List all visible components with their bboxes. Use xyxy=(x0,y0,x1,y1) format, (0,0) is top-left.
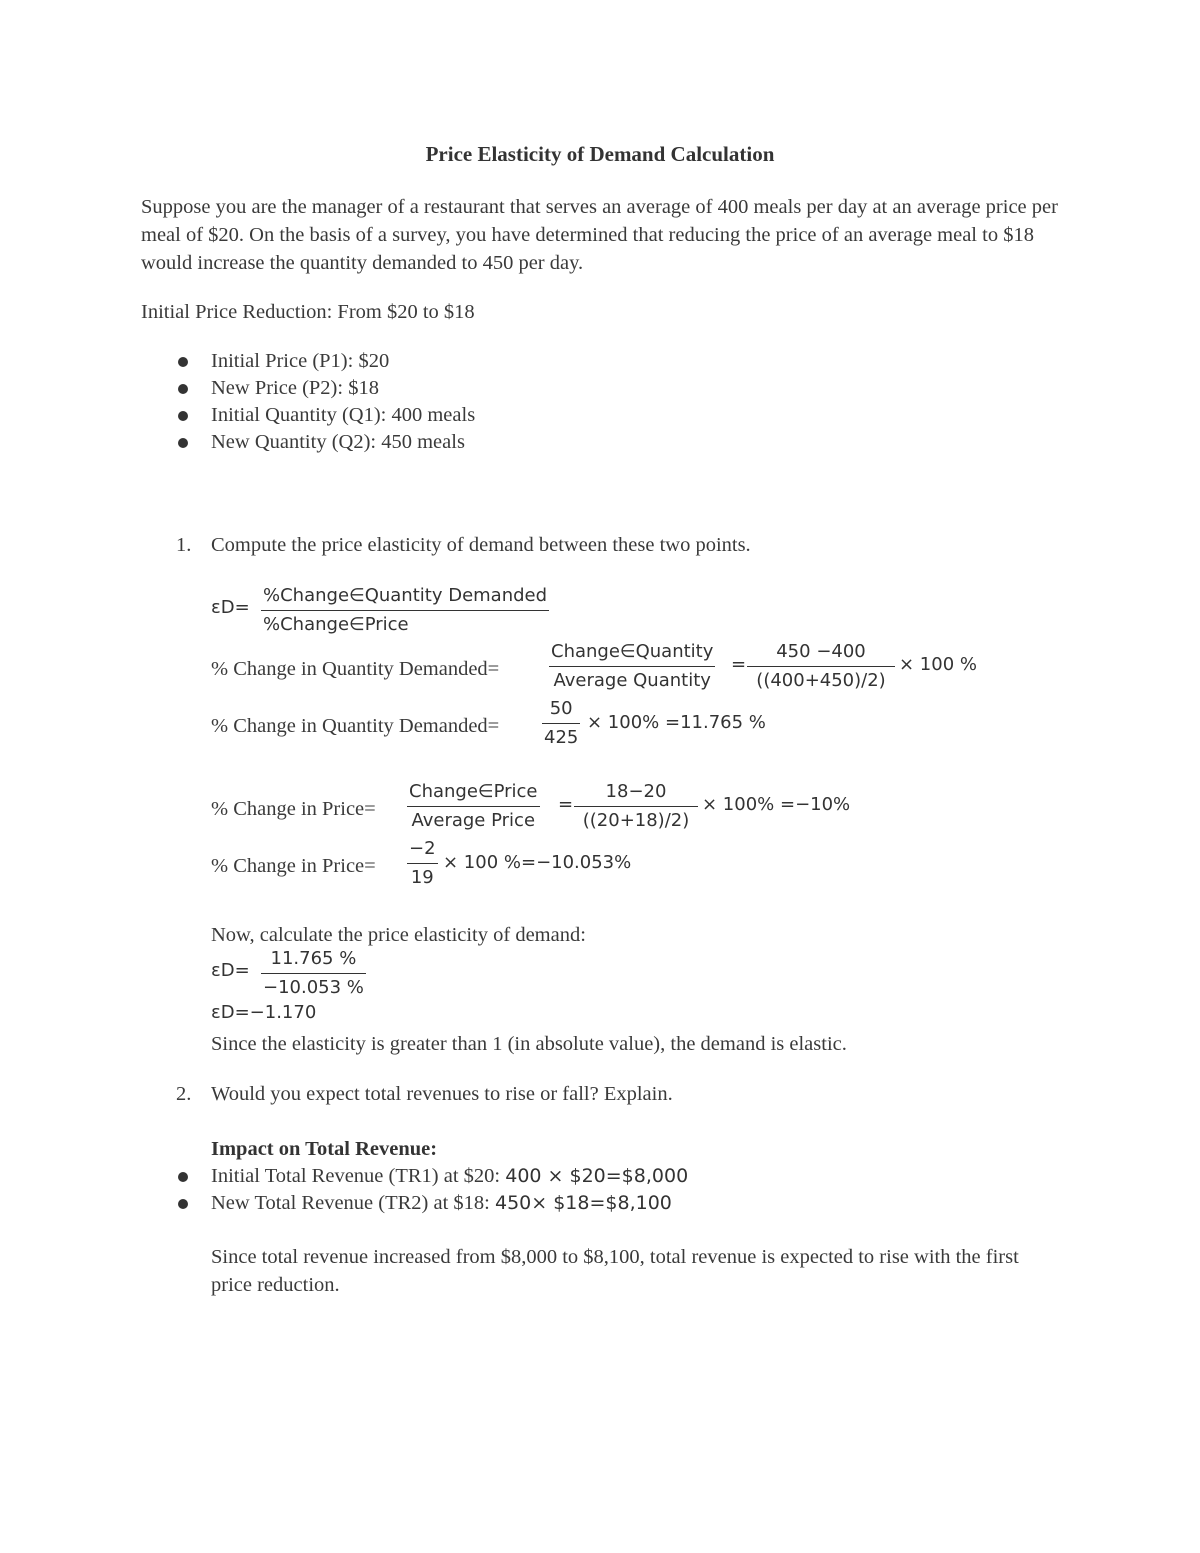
elasticity-label-2: εD= xyxy=(211,960,250,981)
fraction-numerator: %Change∈Quantity Demanded xyxy=(263,585,548,606)
page-title: Price Elasticity of Demand Calculation xyxy=(425,142,775,166)
fraction-denominator: Average Quantity xyxy=(553,670,711,692)
list-item: Initial Quantity (Q1): 400 meals xyxy=(211,404,476,426)
intro-paragraph: Suppose you are the manager of a restaurant that serves an average of 400 meals per day at an average price per meal of $20. On the basis of a survey, you have determined that reducing the price of an average meal to $18 would increase the quantity demanded to 450 per day. xyxy=(141,196,1058,274)
bullet-dot xyxy=(178,384,188,394)
equals-sign: = xyxy=(731,654,747,675)
question-1-number: 1. xyxy=(176,534,192,556)
fraction-denominator: ((400+450)/2) xyxy=(756,670,886,692)
bullet-dot xyxy=(178,1199,188,1209)
fraction-numerator: Change∈Quantity xyxy=(551,641,714,662)
qd-times: × 100 % xyxy=(899,654,977,675)
fraction-numerator: 50 xyxy=(549,698,573,719)
tr1-text: Initial Total Revenue (TR1) at $20: xyxy=(211,1165,506,1187)
list-item: Initial Price (P1): $20 xyxy=(211,350,390,372)
price2-result: × 100 %=−10.053% xyxy=(443,852,632,873)
qd2-label: % Change in Quantity Demanded= xyxy=(211,715,500,737)
equals-sign: = xyxy=(558,794,574,815)
tr2-text: New Total Revenue (TR2) at $18: xyxy=(211,1192,495,1214)
qd-formula-general xyxy=(549,639,715,694)
fraction-numerator: 11.765 % xyxy=(270,948,357,969)
price-result: × 100% =−10% xyxy=(702,794,851,815)
fraction-denominator: Average Price xyxy=(411,810,536,832)
elasticity-conclusion: Since the elasticity is greater than 1 (in absolute value), the demand is elastic. xyxy=(211,1033,847,1055)
elasticity-value-fraction xyxy=(261,946,366,1001)
bullet-dot xyxy=(178,357,188,367)
fraction-denominator: ((20+18)/2) xyxy=(582,810,690,832)
fraction-denominator: −10.053 % xyxy=(263,977,364,999)
price-formula-general xyxy=(407,779,540,834)
fraction-numerator: 18−20 xyxy=(605,781,667,802)
initial-reduction-line: Initial Price Reduction: From $20 to $18 xyxy=(141,301,475,323)
question-1-text: Compute the price elasticity of demand between these two points. xyxy=(211,534,751,556)
elasticity-label: εD= xyxy=(211,597,250,618)
price2-fraction xyxy=(407,836,438,891)
revenue-summary: Since total revenue increased from $8,000 to $8,100, total revenue is expected to rise with the first price reduction. xyxy=(211,1246,1019,1296)
fraction-denominator: 425 xyxy=(544,727,579,749)
fraction-numerator: −2 xyxy=(409,838,436,859)
fraction-denominator: 19 xyxy=(410,867,434,889)
fraction-numerator: 450 −400 xyxy=(776,641,866,662)
qd-label: % Change in Quantity Demanded= xyxy=(211,658,500,680)
revenue-heading: Impact on Total Revenue: xyxy=(211,1138,438,1160)
bullet-dot xyxy=(178,438,188,448)
bullet-dot xyxy=(178,411,188,421)
list-item: New Quantity (Q2): 450 meals xyxy=(211,431,465,453)
qd2-result: × 100% =11.765 % xyxy=(587,712,766,733)
elasticity-result: εD=−1.170 xyxy=(211,1002,317,1023)
elasticity-formula xyxy=(261,583,549,638)
question-2-text: Would you expect total revenues to rise or fall? Explain. xyxy=(211,1083,673,1105)
tr2-math: 450× $18=$8,100 xyxy=(494,1192,672,1214)
price-formula-values xyxy=(574,779,698,834)
qd2-fraction xyxy=(542,696,580,751)
qd-formula-values xyxy=(747,639,895,694)
now-calculate-text: Now, calculate the price elasticity of demand: xyxy=(211,924,586,946)
question-2-number: 2. xyxy=(176,1083,192,1105)
tr1-line xyxy=(211,1162,688,1190)
fraction-numerator: Change∈Price xyxy=(409,781,538,802)
fraction-denominator: %Change∈Price xyxy=(263,614,409,636)
tr2-line xyxy=(211,1189,672,1217)
bullet-dot xyxy=(178,1172,188,1182)
price-change2-label: % Change in Price= xyxy=(211,855,376,877)
price-change-label: % Change in Price= xyxy=(211,798,376,820)
list-item: New Price (P2): $18 xyxy=(211,377,379,399)
tr1-math: 400 × $20=$8,000 xyxy=(505,1165,689,1187)
